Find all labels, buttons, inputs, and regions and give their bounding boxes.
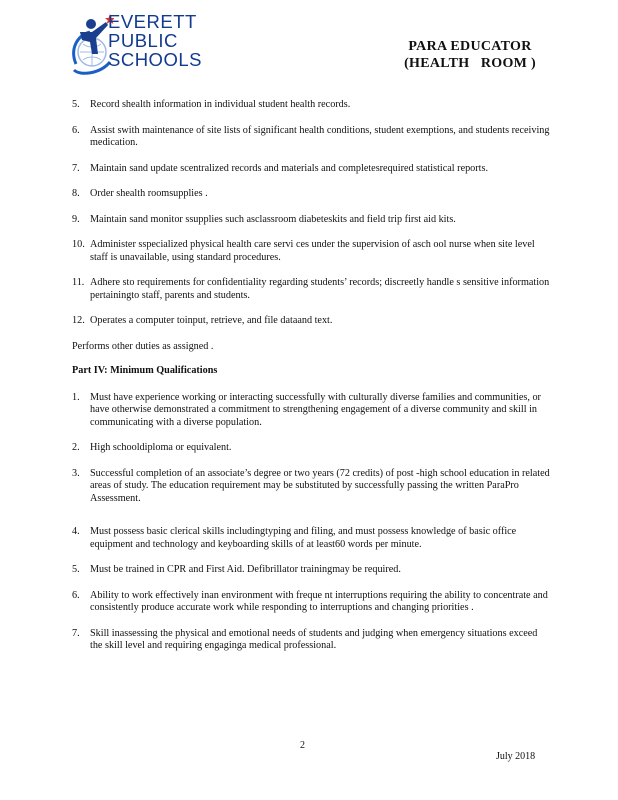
title-line-1: PARA EDUCATOR [408, 39, 532, 54]
item-number: 10. [72, 239, 85, 250]
logo-wordmark [108, 12, 202, 69]
document-title [380, 38, 560, 72]
duty-item [72, 125, 550, 150]
item-number: 8. [72, 188, 80, 199]
district-logo [70, 10, 240, 80]
qualification-item [72, 590, 550, 615]
item-number: 6. [72, 124, 80, 136]
item-number: 5. [72, 564, 80, 575]
duty-item [72, 163, 550, 176]
item-text: Maintain sand monitor ssupplies such asclassroom diabeteskits and field trip first aid kits. [90, 213, 456, 225]
item-number: 5. [72, 99, 80, 110]
item-text: Must be trained in CPR and First Aid. Defibrillator trainingmay be required. [90, 564, 401, 575]
item-number: 4. [72, 526, 80, 537]
item-text: Skill inassessing the physical and emotional needs of students and judging when emergency situations exceed the skill level and requiring engaginga medical professional. [90, 627, 538, 651]
item-number: 3. [72, 467, 80, 479]
item-number: 6. [72, 589, 80, 601]
logo-line-1: EVERETT [108, 11, 197, 32]
duty-item [72, 99, 550, 112]
item-number: 7. [72, 162, 80, 174]
item-number: 9. [72, 213, 80, 225]
item-number: 7. [72, 627, 80, 639]
duty-item [72, 315, 550, 328]
item-number: 12. [72, 315, 85, 326]
qualification-item [72, 564, 550, 577]
item-text: Must have experience working or interacting successfully with culturally diverse families and communities, or have otherwise demonstrated a commitment to strengthening engagement of a diverse community and skill in communicating with a diverse population. [90, 391, 541, 428]
item-text: Successful completion of an associate’s degree or two years (72 credits) of post -high school education in related areas of study. The education requirement may be substituted by successfully passing the written ParaPro Assessment. [90, 467, 550, 504]
duty-item [72, 188, 550, 201]
item-text: Record shealth information in individual student health records. [90, 99, 351, 110]
qualification-item [72, 526, 550, 551]
qualification-item [72, 392, 550, 430]
page-number: 2 [300, 740, 305, 751]
item-number: 2. [72, 442, 80, 453]
document-body [72, 99, 550, 666]
item-text: Assist swith maintenance of site lists of significant health conditions, student exemptions, and students receiving medication. [90, 124, 550, 148]
duty-item [72, 214, 550, 227]
item-number: 1. [72, 391, 80, 403]
duty-item [72, 239, 550, 264]
item-text: Operates a computer toinput, retrieve, and file dataand text. [90, 315, 333, 326]
revision-date: July 2018 [496, 751, 536, 762]
item-text: Adhere sto requirements for confidentiality regarding students’ records; discreetly handle s sensitive information pertainingto staff, parents and students. [90, 277, 550, 301]
item-text: Maintain sand update scentralized records and materials and completesrequired statistical reports. [90, 162, 489, 174]
qualification-item [72, 468, 550, 506]
logo-line-2: PUBLIC [108, 30, 178, 51]
item-text: Order shealth roomsupplies . [90, 188, 208, 199]
item-text: Administer sspecialized physical health care servi ces under the supervision of asch ool nurse when site level staff is unavailable, using standard procedures. [90, 239, 535, 263]
qualification-item [72, 442, 550, 455]
logo-line-3: SCHOOLS [108, 49, 202, 70]
qualification-item [72, 628, 550, 653]
item-text: High schooldiploma or equivalent. [90, 442, 232, 453]
title-line-2: (HEALTH ROOM ) [404, 56, 536, 71]
part-4-heading: Part IV: Minimum Qualifications [72, 365, 218, 376]
other-duties-text: Performs other duties as assigned . [72, 340, 214, 352]
item-text: Must possess basic clerical skills includingtyping and filing, and must possess knowledge of basic office equipment and technology and keyboarding skills of at least60 words per minute. [90, 526, 517, 550]
duty-item [72, 277, 550, 302]
item-text: Ability to work effectively inan environment with freque nt interruptions requiring the ability to concentrate and consistently produce accurate work while responding to interruptions and changing priorities . [90, 589, 548, 613]
item-number: 11. [72, 277, 85, 288]
